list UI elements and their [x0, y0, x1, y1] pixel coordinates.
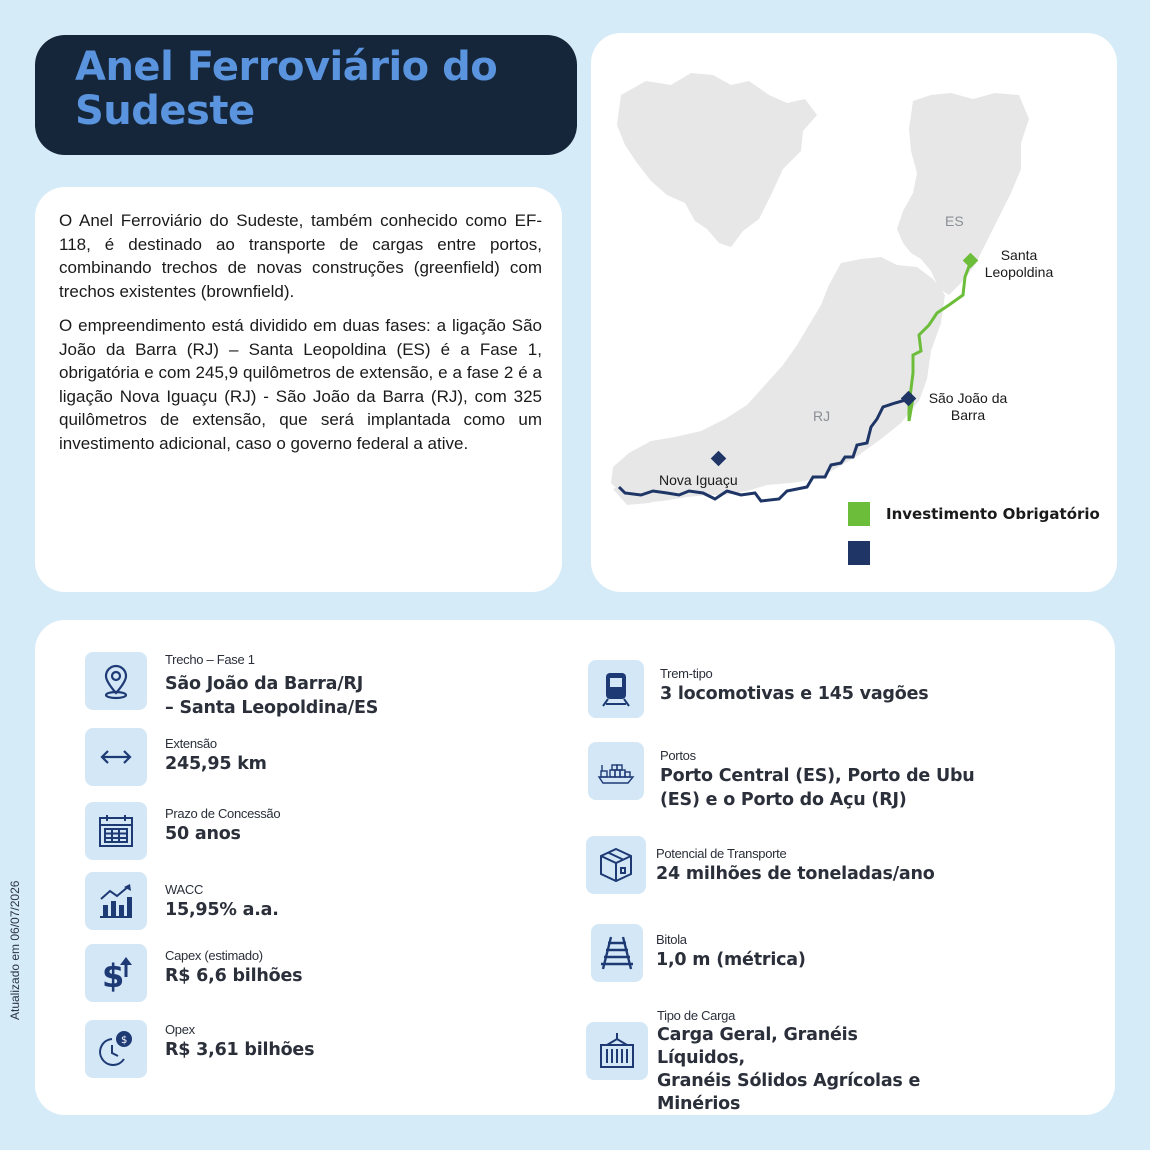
trecho-value-line1: São João da Barra/RJ — [165, 674, 364, 694]
extensao-label: Extensão — [165, 736, 217, 751]
opex-label: Opex — [165, 1022, 195, 1037]
info-item-potencial — [586, 836, 935, 894]
growth-chart-icon — [85, 872, 147, 930]
capex-label: Capex (estimado) — [165, 948, 263, 963]
bitola-value: 1,0 m (métrica) — [656, 950, 806, 970]
title-banner — [35, 35, 577, 155]
portos-value-line2: (ES) e o Porto do Açu (RJ) — [660, 790, 907, 810]
ship-icon — [588, 742, 644, 800]
description-card — [35, 187, 562, 592]
city-label-sao-joao-da-barra: São João da Barra — [928, 390, 1008, 423]
calendar-icon — [85, 802, 147, 860]
bitola-label: Bitola — [656, 932, 687, 947]
wacc-label: WACC — [165, 882, 204, 897]
brazil-inset-map — [617, 73, 817, 247]
rail-track-icon — [591, 924, 643, 982]
portos-value-line1: Porto Central (ES), Porto de Ubu — [660, 766, 975, 786]
trem-value: 3 locomotivas e 145 vagões — [660, 684, 929, 704]
info-item-wacc — [85, 872, 279, 930]
city-label-nova-iguacu: Nova Iguaçu — [659, 472, 738, 488]
trem-label: Trem-tipo — [660, 666, 713, 681]
double-arrow-icon — [85, 728, 147, 786]
description-paragraph-2: O empreendimento está dividido em duas fases: a ligação São João da Barra (RJ) – Santa Leopoldina (ES) é a Fase 1, obrigatória e com 245,9 quilômetros de extensão, e a fase 2 é a ligação Nova Iguaçu (RJ) - São João da Barra (RJ), com 325 quilômetros de extensão, que será implantada como um investimento adicional, caso o governo federal a ative. — [59, 316, 542, 453]
wacc-value: 15,95% a.a. — [165, 900, 279, 920]
info-item-carga — [586, 1008, 921, 1114]
map-card — [591, 33, 1117, 592]
portos-label: Portos — [660, 748, 696, 763]
info-item-trecho — [85, 652, 378, 720]
map-pin-icon — [85, 652, 147, 710]
potencial-value: 24 milhões de toneladas/ano — [656, 864, 935, 884]
state-label-rj: RJ — [813, 408, 831, 424]
state-label-es: ES — [945, 213, 964, 229]
potencial-label: Potencial de Transporte — [656, 846, 787, 861]
info-item-opex — [85, 1020, 314, 1078]
clock-dollar-icon — [85, 1020, 147, 1078]
info-item-bitola — [591, 924, 806, 982]
prazo-label: Prazo de Concessão — [165, 806, 281, 821]
trecho-value-line2: – Santa Leopoldina/ES — [165, 698, 379, 718]
legend-swatch-additional — [848, 541, 870, 565]
info-card — [35, 620, 1115, 1115]
legend-label-mandatory: Investimento Obrigatório — [886, 505, 1100, 523]
rj-state-shape — [611, 257, 945, 503]
carga-value-line3: Minérios — [657, 1094, 741, 1114]
box-icon — [586, 836, 646, 894]
carga-label: Tipo de Carga — [657, 1008, 735, 1023]
info-item-capex — [85, 944, 302, 1002]
prazo-value: 50 anos — [165, 824, 241, 844]
trecho-label: Trecho – Fase 1 — [165, 652, 255, 667]
info-item-trem — [588, 660, 928, 718]
capex-value: R$ 6,6 bilhões — [165, 966, 303, 986]
info-item-extensao — [85, 728, 267, 786]
svg-text:$: $ — [121, 1035, 128, 1046]
container-icon — [586, 1022, 648, 1080]
carga-value-line1: Carga Geral, Granéis Líquidos, — [657, 1025, 858, 1068]
dollar-up-icon — [85, 944, 147, 1002]
page-title: Anel Ferroviário do Sudeste — [75, 44, 498, 134]
info-item-prazo — [85, 802, 280, 860]
info-item-portos — [588, 742, 975, 812]
updated-date-note: Atualizado em 06/07/2026 — [8, 880, 22, 1020]
train-icon — [588, 660, 644, 718]
city-label-santa-leopoldina: Santa Leopoldina — [984, 247, 1054, 280]
description-paragraph-1: O Anel Ferroviário do Sudeste, também conhecido como EF-118, é destinado ao transporte de cargas entre portos, combinando trechos de novas construções (greenfield) com trechos existentes (brownfield). — [59, 211, 542, 301]
extensao-value: 245,95 km — [165, 754, 267, 774]
opex-value: R$ 3,61 bilhões — [165, 1040, 315, 1060]
legend-swatch-mandatory — [848, 502, 870, 526]
svg-text:$: $ — [102, 957, 125, 993]
carga-value-line2: Granéis Sólidos Agrícolas e — [657, 1071, 921, 1091]
